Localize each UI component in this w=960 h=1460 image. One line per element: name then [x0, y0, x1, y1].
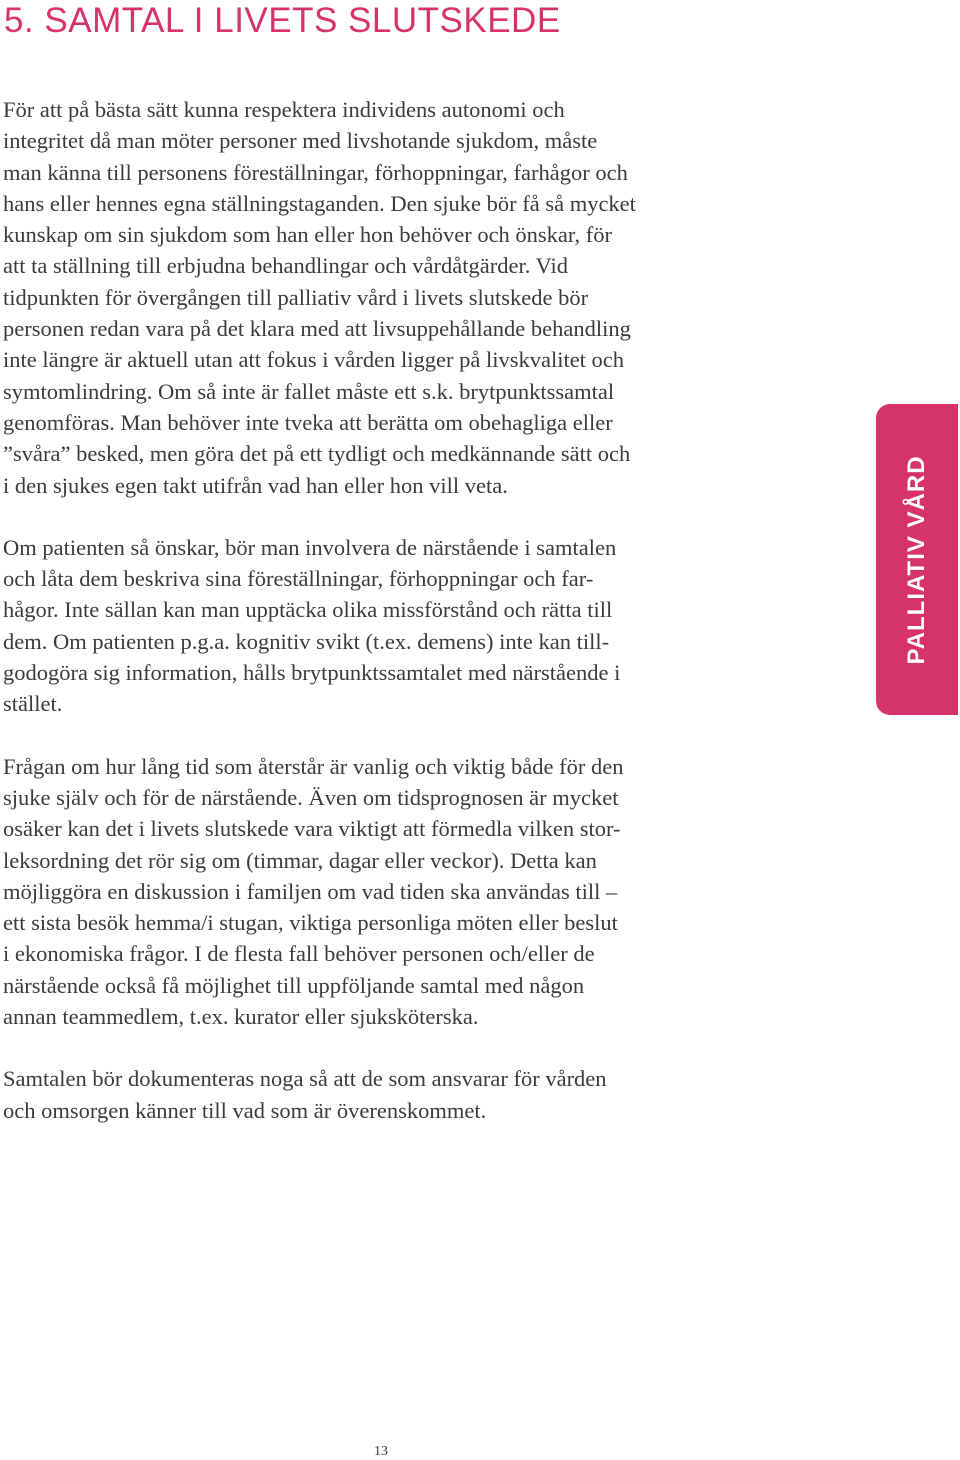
paragraph-4: Samtalen bör dokumenteras noga så att de som ansvarar för vården och omsorgen känner till vad som är överenskommet.	[3, 1066, 607, 1123]
paragraph-2: Om patienten så önskar, bör man involvera de närstående i samtalen och låta dem beskriva sina föreställningar, förhoppningar och far- hågor. Inte sällan kan man upptäcka olika missförstånd och rätta till dem. Om patienten p.g.a. kognitiv svikt (t.ex. demens) inte kan till- godogöra sig information, hålls brytpunktssamtalet med närstående i stället.	[3, 534, 621, 717]
paragraph-3: Frågan om hur lång tid som återstår är vanlig och viktig både för den sjuke själv och för de närstående. Även om tidsprognosen är mycket osäker kan det i livets slutskede vara viktigt att förmedla vilken stor- leksordning det rör sig om (timmar, dagar eller veckor). Detta kan möjliggöra en diskussion i familjen om vad tiden ska användas till – ett sista besök hemma/i stugan, viktiga personliga möten eller beslut i ekonomiska frågor. I de flesta fall behöver personen och/eller de närstående också få möjlighet till uppföljande samtal med någon annan teammedlem, t.ex. kurator eller sjuksköterska.	[3, 753, 624, 1030]
side-tab-label: PALLIATIV VÅRD	[903, 454, 930, 665]
chapter-title: 5. SAMTAL I LIVETS SLUTSKEDE	[4, 1, 561, 40]
body-text	[3, 94, 768, 1157]
page-number: 13	[374, 1444, 388, 1459]
side-tab	[876, 404, 958, 715]
paragraph-1: För att på bästa sätt kunna respektera individens autonomi och integritet då man möter personer med livshotande sjukdom, måste man känna till personens föreställningar, förhoppningar, farhågor och hans eller hennes egna ställningstaganden. Den sjuke bör få så mycket kunskap om sin sjukdom som han eller hon behöver och önskar, för att ta ställning till erbjudna behandlingar och vårdåtgärder. Vid tidpunkten för övergången till palliativ vård i livets slutskede bör personen redan vara på det klara med att livsuppehållande behandling inte längre är aktuell utan att fokus i vården ligger på livskvalitet och symtomlindring. Om så inte är fallet måste ett s.k. brytpunktssamtal genomföras. Man behöver inte tveka att berätta om obehagliga eller ”svåra” besked, men göra det på ett tydligt och medkännande sätt och i den sjukes egen takt utifrån vad han eller hon vill veta.	[3, 97, 636, 498]
